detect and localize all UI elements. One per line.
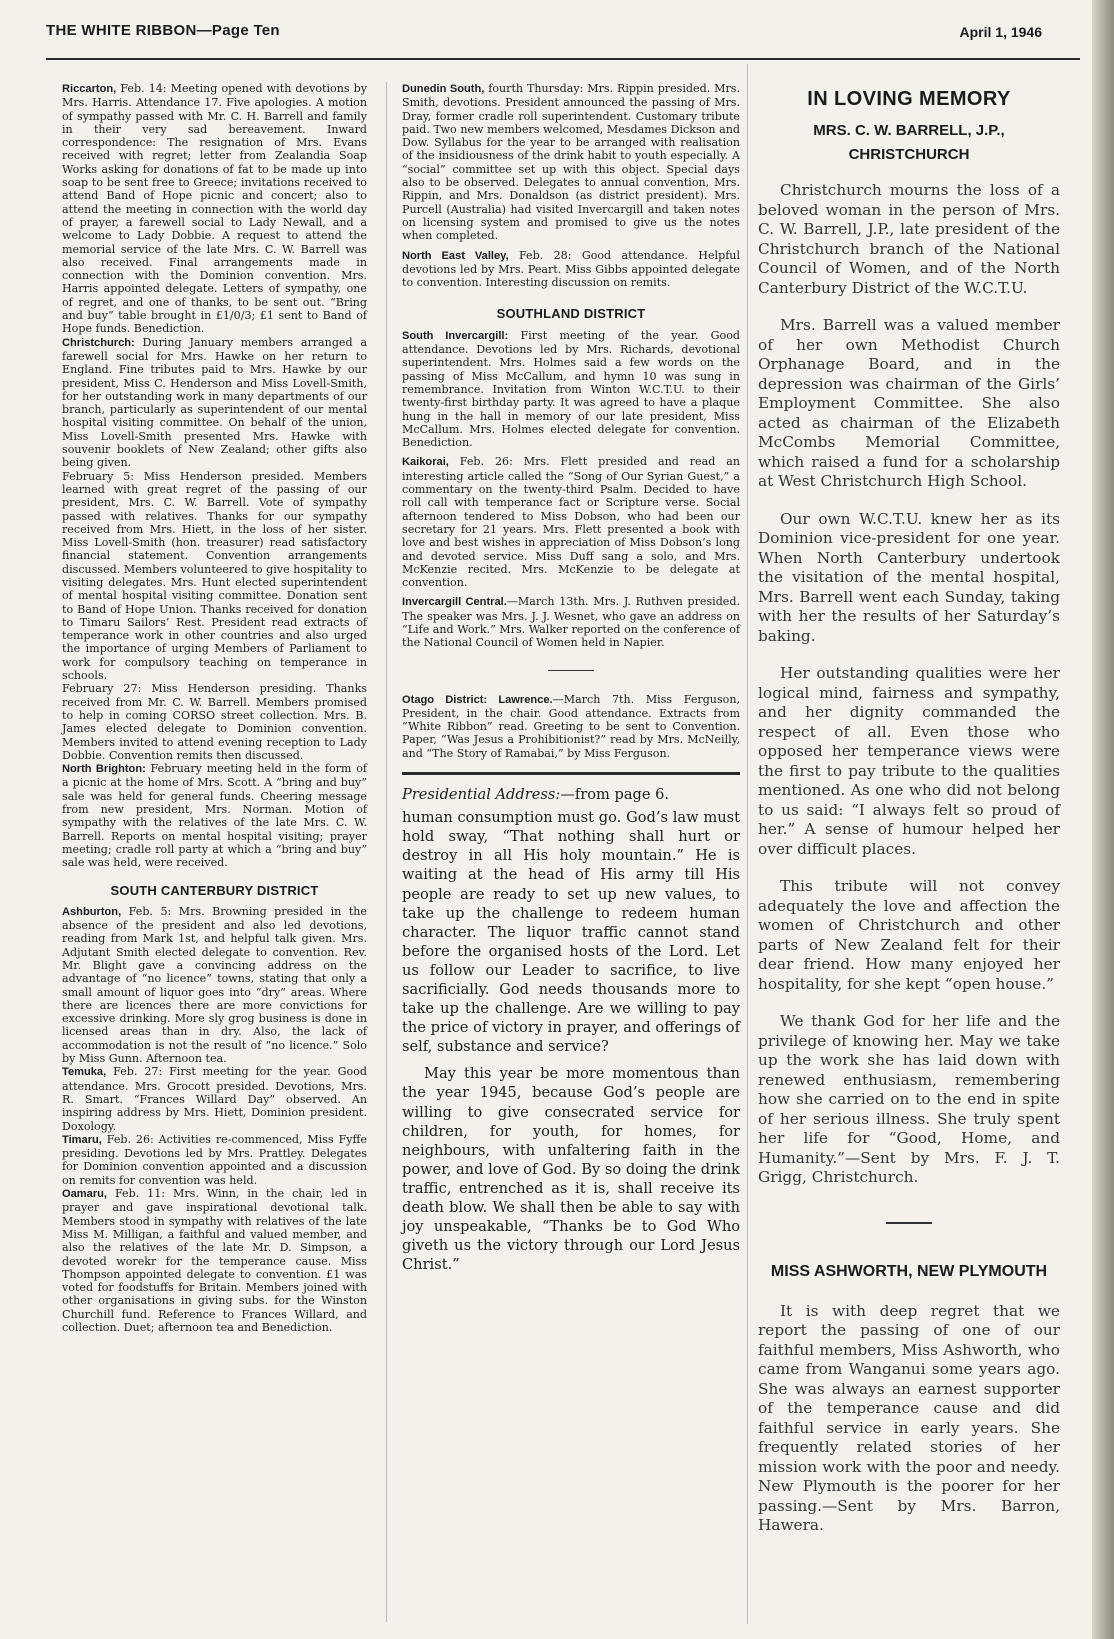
- memorial-subject-place: CHRISTCHURCH: [848, 146, 970, 163]
- branch-name: North Brighton:: [62, 763, 146, 776]
- report-north-east-valley: [402, 249, 740, 290]
- report-timaru: [62, 1133, 367, 1187]
- column-branch-reports-2: [402, 82, 740, 1274]
- report-christchurch-feb27: February 27: Miss Henderson presiding. Thanks received from Mr. C. W. Barrell. Members promised to help in coming CORSO street collection. Mrs. B. James elected delegate to Dominion convention. Members invited to attend evening reception to Lady Dobbie. Convention remits then discussed.: [62, 682, 367, 762]
- report-text: fourth Thursday: Mrs. Rippin presided. Mrs. Smith, devotions. President announced the passing of Mrs. Dray, former cradle roll superintendent. Customary tribute paid. Two new members welcomed, Mesdames Dickson and Dow. Syllabus for the year to be arranged with realisation of the insidiousness of the drink habit to youth especially. A “social” committee set up with this object. Special days also to be observed. Delegates to annual convention, Mrs. Rippin, and Mrs. Donaldson (as district president). Mrs. Purcell (Australia) had visited Invercargill and taken notes on licensing system and promised to give us the notes when completed.: [402, 82, 740, 243]
- report-invercargill-central: [402, 595, 740, 649]
- branch-name: Dunedin South,: [402, 83, 485, 95]
- divider-rule: [886, 1222, 932, 1224]
- section-heading-south-canterbury: SOUTH CANTERBURY DISTRICT: [110, 882, 319, 898]
- report-text: Feb. 26: Mrs. Flett presided and read an interesting article called the “Song of Our Syrian Guest,” a commentary on the twenty-third Psalm. Decided to have roll call with temperance fact or Scripture verse. Social afternoon tendered to Miss Dobson, who had been our secretary for 21 years. Mrs. Flett presented a book with love and best wishes in appreciation of Miss Dobson’s long and devoted service. Miss Duff sang a solo, and Mrs. McKenzie recited. Mrs. McKenzie to be delegate at convention.: [402, 455, 740, 590]
- branch-name: Otago District: Lawrence.: [402, 693, 553, 706]
- report-text: Feb. 11: Mrs. Winn, in the chair, led in prayer and gave inspirational devotional talk. Members stood in sympathy with relatives of the late Miss M. Milligan, a faithful and valued member, and also the relatives of the late Mr. D. Simpson, a devoted worekr for the temperance cause. Miss Thompson appointed delegate to convention. £1 was voted for foodstuffs for Britain. Members joined with other organisations in giving subs. for the Winston Churchill fund. Reference to Frances Willard, and collection. Duet; afternoon tea and Benediction.: [62, 1187, 367, 1335]
- branch-name: Invercargill Central.: [402, 596, 507, 609]
- page-edge-shadow: [1092, 0, 1114, 1639]
- report-ashburton: [62, 905, 367, 1066]
- presidential-title: Presidential Address:: [402, 786, 561, 804]
- report-text: Feb. 27: First meeting for the year. Good attendance. Mrs. Grocott presided. Devotions, Mrs. R. Smart. “Frances Willard Day” observed. An inspiring address by Mrs. Hiett, Dominion president. Doxology.: [62, 1065, 367, 1133]
- memorial-paragraph: Her outstanding qualities were her logical mind, fairness and sympathy, and her dignity commanded the respect of all. Even those who opposed her temperance views were the first to pay tribute to the qualities mentioned. As one who did not belong to us said: “I always felt so proud of her.” A sense of humour helped her over difficult places.: [758, 664, 1060, 858]
- memorial-paragraph: We thank God for her life and the privilege of knowing her. May we take up the work she has laid down with renewed enthusiasm, remembering how she carried on to the end in spite of her serious illness. She truly spent her life for “Good, Home, and Humanity.”—Sent by Mrs. F. J. T. Grigg, Christchurch.: [758, 1012, 1060, 1186]
- branch-name: Timaru,: [62, 1133, 102, 1146]
- memorial-paragraph: This tribute will not convey adequately the love and affection the women of Christchurch and other parts of New Zealand felt for their dear friend. How many enjoyed her hospitality, for she kept “open house.”: [758, 877, 1060, 993]
- section-rule: [402, 772, 740, 775]
- report-text: —March 7th. Miss Ferguson, President, in the chair. Good attendance. Extracts from “White Ribbon” read. Greeting to be sent to Convention. Paper, “Was Jesus a Prohibitionist?” read by Mrs. McNeilly, and “The Story of Ramabai,” by Miss Ferguson.: [402, 692, 740, 760]
- report-text: Feb. 26: Activities re-commenced, Miss Fyffe presiding. Devotions led by Mrs. Prattley. Delegates for Dominion convention appointed and a discussion on remits for convention was held.: [62, 1132, 367, 1187]
- presidential-paragraph: May this year be more momentous than the year 1945, because God’s people are willing to give consecrated service for children, for youth, for homes, for neighbours, with unfaltering faith in the power, and love of God. By so doing the drink traffic, entrenched as it is, shall receive its death blow. We shall then be able to say with joy unspeakable, “Thanks be to God Who giveth us the victory through our Lord Jesus Christ.”: [402, 1065, 740, 1274]
- header-rule: [46, 58, 1080, 60]
- column-divider: [386, 82, 387, 1622]
- memorial-paragraph: Mrs. Barrell was a valued member of her own Methodist Church Orphanage Board, and in the depression was chairman of the Girls’ Employment Committee. She also acted as chairman of the Elizabeth McCombs Memorial Committee, which raised a fund for a scholarship at West Christchurch High School.: [758, 316, 1060, 490]
- column-divider: [747, 64, 748, 1624]
- report-text: During January members arranged a farewell social for Mrs. Hawke on her return to England. Fine tributes paid to Mrs. Hawke by our president, Miss C. Henderson and Miss Lovell-Smith, for her outstanding work in many departments of our branch, particularly as superintendent of our mental hospital visiting committee. On behalf of the union, Miss Lovell-Smith presented Mrs. Hawke with souvenir booklets of New Zealand; other gifts also being given.: [62, 335, 367, 470]
- divider-rule: [548, 670, 594, 671]
- memorial-body: [758, 181, 1060, 1188]
- ashworth-body: [758, 1302, 1060, 1536]
- report-north-brighton: [62, 762, 367, 869]
- report-text: Feb. 5: Mrs. Browning presided in the absence of the president and also led devotions, reading from Mark 1st, and helpful talk given. Mrs. Adjutant Smith elected delegate to convention. Rev. Mr. Blight gave a convincing address on the advantage of “no licence” towns, stating that only a small amount of liquor goes into “dry” areas. Where there are licences there are more convictions for excessive drinking. More sly grog business is done in licensed areas than in dry. Also, the lack of accommodation is not the result of “no licence.” Solo by Miss Gunn. Afternoon tea.: [62, 904, 367, 1066]
- page-header-title: THE WHITE RIBBON—Page Ten: [46, 22, 280, 39]
- memorial-paragraph: Christchurch mourns the loss of a beloved woman in the person of Mrs. C. W. Barrell, J.P., late president of the Christchurch branch of the National Council of Women, and of the North Canterbury District of the W.C.T.U.: [758, 181, 1060, 297]
- ashworth-paragraph: It is with deep regret that we report the passing of one of our faithful members, Miss Ashworth, who came from Wanganui some years ago. She was always an earnest supporter of the temperance cause and did faithful service in early years. She frequently related stories of her mission work with the poor and needy. New Plymouth is the poorer for her passing.—Sent by Mrs. Barron, Hawera.: [758, 1301, 1060, 1534]
- branch-name: Oamaru,: [62, 1188, 108, 1201]
- page-header-date: April 1, 1946: [959, 24, 1042, 40]
- presidential-heading: [402, 785, 740, 804]
- branch-name: South Invercargill:: [402, 329, 509, 342]
- ashworth-heading: MISS ASHWORTH, NEW PLYMOUTH: [770, 1262, 1048, 1280]
- branch-name: North East Valley,: [402, 249, 509, 262]
- report-temuka: [62, 1065, 367, 1132]
- memorial-paragraph: Our own W.C.T.U. knew her as its Dominion vice-president for one year. When North Canterbury undertook the visitation of the mental hospital, Mrs. Barrell went each Sunday, taking with her the results of her Saturday’s baking.: [758, 509, 1060, 645]
- presidential-from: —from page 6.: [560, 786, 670, 804]
- branch-name: Ashburton,: [62, 905, 122, 918]
- memorial-heading: IN LOVING MEMORY: [807, 88, 1011, 110]
- memorial-subject-name: MRS. C. W. BARRELL, J.P.,: [813, 122, 1005, 139]
- report-dunedin-south: [402, 82, 740, 243]
- report-kaikorai: [402, 455, 740, 589]
- report-otago-lawrence: [402, 693, 740, 760]
- report-text: Feb. 14: Meeting opened with devotions by Mrs. Harris. Attendance 17. Five apologies. A motion of sympathy passed with Mr. C. H. Barrell and family in their very sad bereavement. Inward correspondence: The resignation of Mrs. Evans received with regret; letter from Zealandia Soap Works asking for donations of fat to be made up into soap to be sent free to Greece; invitations received to attend Band of Hope picnic and concert; also to attend the meeting in connection with the world day of prayer, a farewell social to Lady Newall, and a welcome to Lady Dobbie. A request to attend the memorial service of the late Mrs. C. W. Barrell was also received. Final arrangements made in connection with the Dominion convention. Mrs. Harris appointed delegate. Letters of sympathy, one of regret, and one of thanks, to be sent out. “Bring and buy” table brought in £1/0/3; £1 sent to Band of Hope funds. Benediction.: [62, 82, 367, 336]
- report-christchurch-feb5: February 5: Miss Henderson presided. Members learned with great regret of the passing of our president, Mrs. C. W. Barrell. Vote of sympathy passed with relatives. Thanks for our sympathy received from Mrs. Hiett, in the loss of her sister. Miss Lovell-Smith (hon. treasurer) read satisfactory financial statement. Convention arrangements discussed. Members volunteered to give hospitality to visiting delegates. Mrs. Hunt elected superintendent of mental hospital visiting committee. Donation sent to Band of Hope Union. Thanks received for donation to Timaru Sailors’ Rest. President read extracts of temperance work in other countries and also urged the importance of urging Members of Parliament to work for compulsory teaching on temperance in schools.: [62, 469, 367, 683]
- branch-name: Kaikorai,: [402, 456, 449, 469]
- presidential-paragraph: human consumption must go. God’s law must hold sway, “That nothing shall hurt or destroy in all His holy mountain.” He is waiting at the head of His army till His people are ready to set up new values, to take up the challenge to redeem human character. The liquor traffic cannot stand before the organised hosts of the Lord. Let us follow our Leader to sacrifice, to live sacrificially. God needs thousands more to take up the challenge. Are we willing to pay the price of victory in prayer, and offerings of self, substance and service?: [402, 809, 740, 1056]
- column-branch-reports-1: [62, 82, 367, 1334]
- report-text: Feb. 28: Good attendance. Helpful devotions led by Mrs. Peart. Miss Gibbs appointed delegate to convention. Interesting discussion on remits.: [402, 248, 740, 290]
- branch-name: Riccarton,: [62, 83, 117, 95]
- presidential-address-continuation: [402, 785, 740, 1274]
- branch-name: Christchurch:: [62, 336, 135, 349]
- report-text: —March 13th. Mrs. J. Ruthven presided. The speaker was Mrs. J. J. Wesnet, who gave an address on “Life and Work.” Mrs. Walker reported on the conference of the National Council of Women held in Napier.: [402, 595, 740, 650]
- section-heading-southland: SOUTHLAND DISTRICT: [496, 306, 646, 322]
- report-christchurch: [62, 336, 367, 470]
- report-riccarton: [62, 82, 367, 336]
- branch-name: Temuka,: [62, 1066, 107, 1079]
- report-text: February meeting held in the form of a picnic at the home of Mrs. Scott. A “bring and buy” sale was held for general funds. Cheering message from new president, Mrs. Norman. Motion of sympathy with the relatives of the late Mrs. C. W. Barrell. Reports on mental hospital visiting; prayer meeting; cradle roll party at which a “bring and buy” sale was held, were received.: [62, 762, 367, 870]
- column-obituaries: [758, 82, 1060, 1536]
- report-oamaru: [62, 1187, 367, 1334]
- report-south-invercargill: [402, 329, 740, 450]
- report-text: First meeting of the year. Good attendance. Devotions led by Mrs. Richards, devotional superintendent. Mrs. Holmes said a few words on the passing of Miss McCallum, and hymn 10 was sung in remembrance. Invitation from Winton W.C.T.U. to their twenty-first birthday party. It was agreed to have a plaque hung in the hall in memory of our late president, Miss McCallum. Mrs. Holmes elected delegate for convention. Benediction.: [402, 328, 740, 450]
